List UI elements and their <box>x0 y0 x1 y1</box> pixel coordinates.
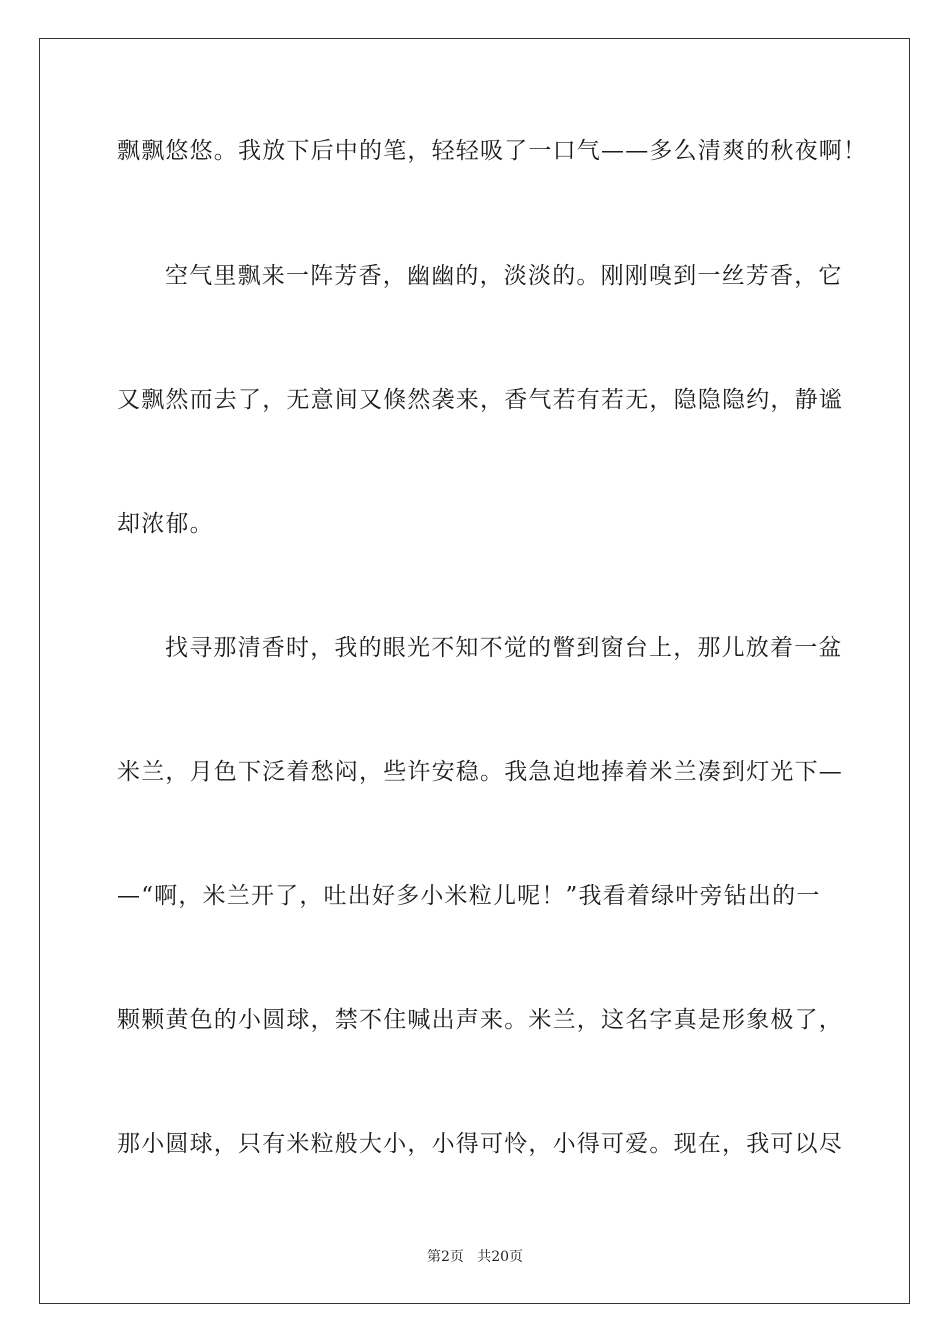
page-number-footer: 第2页 共20页 <box>426 1249 524 1265</box>
body-text-line: —“啊，米兰开了，吐出好多小米粒儿呢！”我看着绿叶旁钻出的一 <box>117 883 821 909</box>
body-text-line: 找寻那清香时，我的眼光不知不觉的瞥到窗台上，那儿放着一盆 <box>165 635 843 661</box>
body-text-line: 又飘然而去了，无意间又倏然袭来，香气若有若无，隐隐隐约，静谧 <box>117 387 843 413</box>
body-text-line: 米兰，月色下泛着愁闷，些许安稳。我急迫地捧着米兰凑到灯光下— <box>117 759 843 785</box>
body-text-line: 那小圆球，只有米粒般大小，小得可怜，小得可爱。现在，我可以尽 <box>117 1131 843 1157</box>
page-border <box>39 38 910 1304</box>
body-text-line: 颗颗黄色的小圆球，禁不住喊出声来。米兰，这名字真是形象极了， <box>117 1007 843 1033</box>
body-text-line: 飘飘悠悠。我放下后中的笔，轻轻吸了一口气——多么清爽的秋夜啊！ <box>117 138 868 164</box>
body-text-line: 空气里飘来一阵芳香，幽幽的，淡淡的。刚刚嗅到一丝芳香，它 <box>165 263 843 289</box>
body-text-line: 却浓郁。 <box>117 511 214 537</box>
